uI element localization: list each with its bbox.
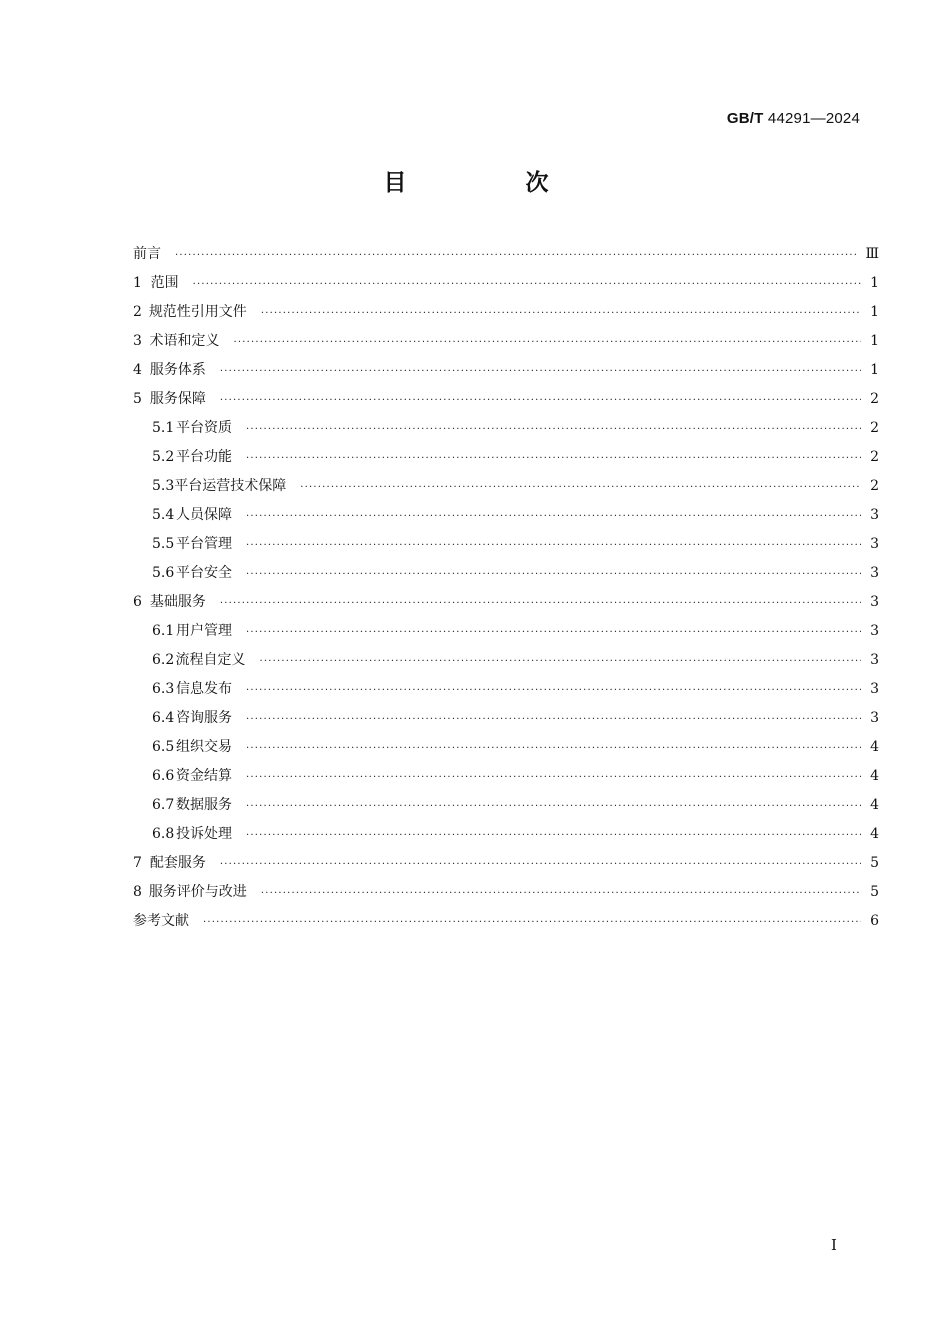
toc-entry-title: 平台运营技术保障 xyxy=(174,478,287,494)
toc-entry-page: 4 xyxy=(870,826,879,842)
toc-entry-number: 5.5 xyxy=(152,536,175,552)
toc-entry-number: 6.4 xyxy=(152,710,175,726)
toc-dot-leader xyxy=(246,444,861,473)
toc-entry[interactable] xyxy=(133,791,879,820)
toc-entry[interactable] xyxy=(133,646,879,675)
toc-entry-title: 范围 xyxy=(150,275,179,291)
toc-entry[interactable] xyxy=(133,675,879,704)
toc-entry-number: 5 xyxy=(133,391,142,407)
toc-entry-page: 2 xyxy=(870,420,879,436)
toc-entry-page: 2 xyxy=(870,391,879,407)
toc-entry-number: 1 xyxy=(133,275,142,291)
toc-dot-leader xyxy=(246,415,861,444)
toc-entry-page: 3 xyxy=(870,536,879,552)
toc-entry-page: 3 xyxy=(870,681,879,697)
toc-entry-page: 4 xyxy=(870,768,879,784)
toc-entry-page: 3 xyxy=(870,565,879,581)
toc-entry-title: 术语和定义 xyxy=(149,333,220,349)
toc-dot-leader xyxy=(246,560,861,589)
toc-dot-leader xyxy=(246,618,861,647)
toc-dot-leader xyxy=(246,502,861,531)
toc-entry-number: 5.4 xyxy=(152,507,175,523)
toc-entry-title: 资金结算 xyxy=(176,768,233,784)
toc-entry[interactable] xyxy=(133,298,879,327)
toc-entry-title: 规范性引用文件 xyxy=(148,304,247,320)
toc-entry-number: 8 xyxy=(133,884,142,900)
toc-entry[interactable] xyxy=(133,733,879,762)
toc-entry-title: 数据服务 xyxy=(176,797,233,813)
toc-entry-page: 3 xyxy=(870,507,879,523)
toc-entry[interactable] xyxy=(133,762,879,791)
toc-entry-number: 7 xyxy=(133,855,142,871)
toc-entry[interactable] xyxy=(133,559,879,588)
toc-entry-title: 投诉处理 xyxy=(176,826,233,842)
toc-entry-title: 咨询服务 xyxy=(176,710,233,726)
toc-entry[interactable] xyxy=(133,820,879,849)
toc-entry-page: 1 xyxy=(870,333,879,349)
toc-dot-leader xyxy=(259,647,861,676)
toc-dot-leader xyxy=(203,908,861,937)
toc-entry-number: 6.3 xyxy=(152,681,175,697)
toc-entry-title: 平台管理 xyxy=(176,536,233,552)
toc-entry-page: 3 xyxy=(870,594,879,610)
toc-entry-page: 4 xyxy=(870,739,879,755)
toc-entry-title: 配套服务 xyxy=(149,855,206,871)
toc-entry[interactable] xyxy=(133,501,879,530)
toc-entry[interactable] xyxy=(133,327,879,356)
standard-code xyxy=(727,110,860,127)
toc-entry-page: 2 xyxy=(870,449,879,465)
toc-dot-leader xyxy=(246,734,861,763)
page-title: 目 次 xyxy=(383,170,597,196)
toc-entry-number: 5.1 xyxy=(152,420,175,436)
toc-entry-number: 6.1 xyxy=(152,623,175,639)
toc-dot-leader xyxy=(220,589,861,618)
toc-entry[interactable] xyxy=(133,530,879,559)
toc-dot-leader xyxy=(261,299,861,328)
toc-dot-leader xyxy=(246,821,861,850)
toc-dot-leader xyxy=(234,328,861,357)
toc-entry-number: 6.6 xyxy=(152,768,175,784)
toc-entry-title: 信息发布 xyxy=(176,681,233,697)
toc-entry[interactable] xyxy=(133,907,879,936)
toc-entry[interactable] xyxy=(133,414,879,443)
toc-entry-page: 3 xyxy=(870,652,879,668)
toc-entry-title: 前言 xyxy=(133,246,161,262)
standard-code-prefix: GB/T xyxy=(726,110,764,127)
toc-entry-number: 6.8 xyxy=(152,826,175,842)
toc-entry-page: 3 xyxy=(870,710,879,726)
toc-dot-leader xyxy=(220,850,861,879)
toc-entry-page: 1 xyxy=(870,275,879,291)
toc-dot-leader xyxy=(193,270,861,299)
toc-dot-leader xyxy=(220,357,861,386)
toc-dot-leader xyxy=(261,879,861,908)
toc-entry[interactable] xyxy=(133,472,879,501)
toc-dot-leader xyxy=(175,241,857,270)
toc-entry-title: 平台安全 xyxy=(176,565,233,581)
toc-entry-page: 6 xyxy=(870,913,879,929)
toc-dot-leader xyxy=(300,473,861,502)
toc-entry-title: 用户管理 xyxy=(176,623,233,639)
toc-entry-number: 4 xyxy=(133,362,142,378)
toc-entry-number: 6.2 xyxy=(152,652,175,668)
toc-entry-number: 5.2 xyxy=(152,449,175,465)
toc-dot-leader xyxy=(246,705,861,734)
toc-entry-number: 2 xyxy=(133,304,142,320)
toc-dot-leader xyxy=(220,386,861,415)
toc-entry-title: 服务评价与改进 xyxy=(148,884,247,900)
toc-entry[interactable] xyxy=(133,588,879,617)
toc-entry[interactable] xyxy=(133,240,879,269)
toc-entry[interactable] xyxy=(133,704,879,733)
toc-dot-leader xyxy=(246,531,861,560)
toc-dot-leader xyxy=(246,792,861,821)
toc-entry-number: 3 xyxy=(133,333,142,349)
toc-entry-title: 平台功能 xyxy=(176,449,233,465)
toc-entry-number: 5.3 xyxy=(152,478,175,494)
toc-entry[interactable] xyxy=(133,356,879,385)
toc-entry-title: 流程自定义 xyxy=(175,652,246,668)
toc-entry-title: 组织交易 xyxy=(176,739,233,755)
toc-entry[interactable] xyxy=(133,849,879,878)
toc-entry-page: 5 xyxy=(870,855,879,871)
toc-entry-number: 6.5 xyxy=(152,739,175,755)
toc-entry-number: 6 xyxy=(133,594,142,610)
toc-entry[interactable] xyxy=(133,269,879,298)
table-of-contents xyxy=(133,240,879,936)
toc-entry[interactable] xyxy=(133,443,879,472)
footer-page-number: Ⅰ xyxy=(831,1236,837,1254)
toc-entry[interactable] xyxy=(133,385,879,414)
toc-entry-page: Ⅲ xyxy=(865,246,879,262)
toc-entry-title: 服务保障 xyxy=(149,391,206,407)
toc-entry-title: 服务体系 xyxy=(149,362,206,378)
toc-entry-title: 平台资质 xyxy=(176,420,233,436)
toc-entry-number: 6.7 xyxy=(152,797,175,813)
toc-entry[interactable] xyxy=(133,617,879,646)
toc-entry-number: 5.6 xyxy=(152,565,175,581)
standard-code-number: 44291—2024 xyxy=(767,110,860,127)
toc-entry-page: 4 xyxy=(870,797,879,813)
toc-entry-page: 1 xyxy=(870,304,879,320)
toc-entry-page: 2 xyxy=(870,478,879,494)
toc-entry-title: 人员保障 xyxy=(176,507,233,523)
toc-entry-page: 1 xyxy=(870,362,879,378)
toc-dot-leader xyxy=(246,763,861,792)
toc-dot-leader xyxy=(246,676,861,705)
toc-entry-page: 3 xyxy=(870,623,879,639)
toc-entry-page: 5 xyxy=(870,884,879,900)
toc-entry-title: 基础服务 xyxy=(149,594,206,610)
toc-entry[interactable] xyxy=(133,878,879,907)
toc-entry-title: 参考文献 xyxy=(133,913,189,929)
